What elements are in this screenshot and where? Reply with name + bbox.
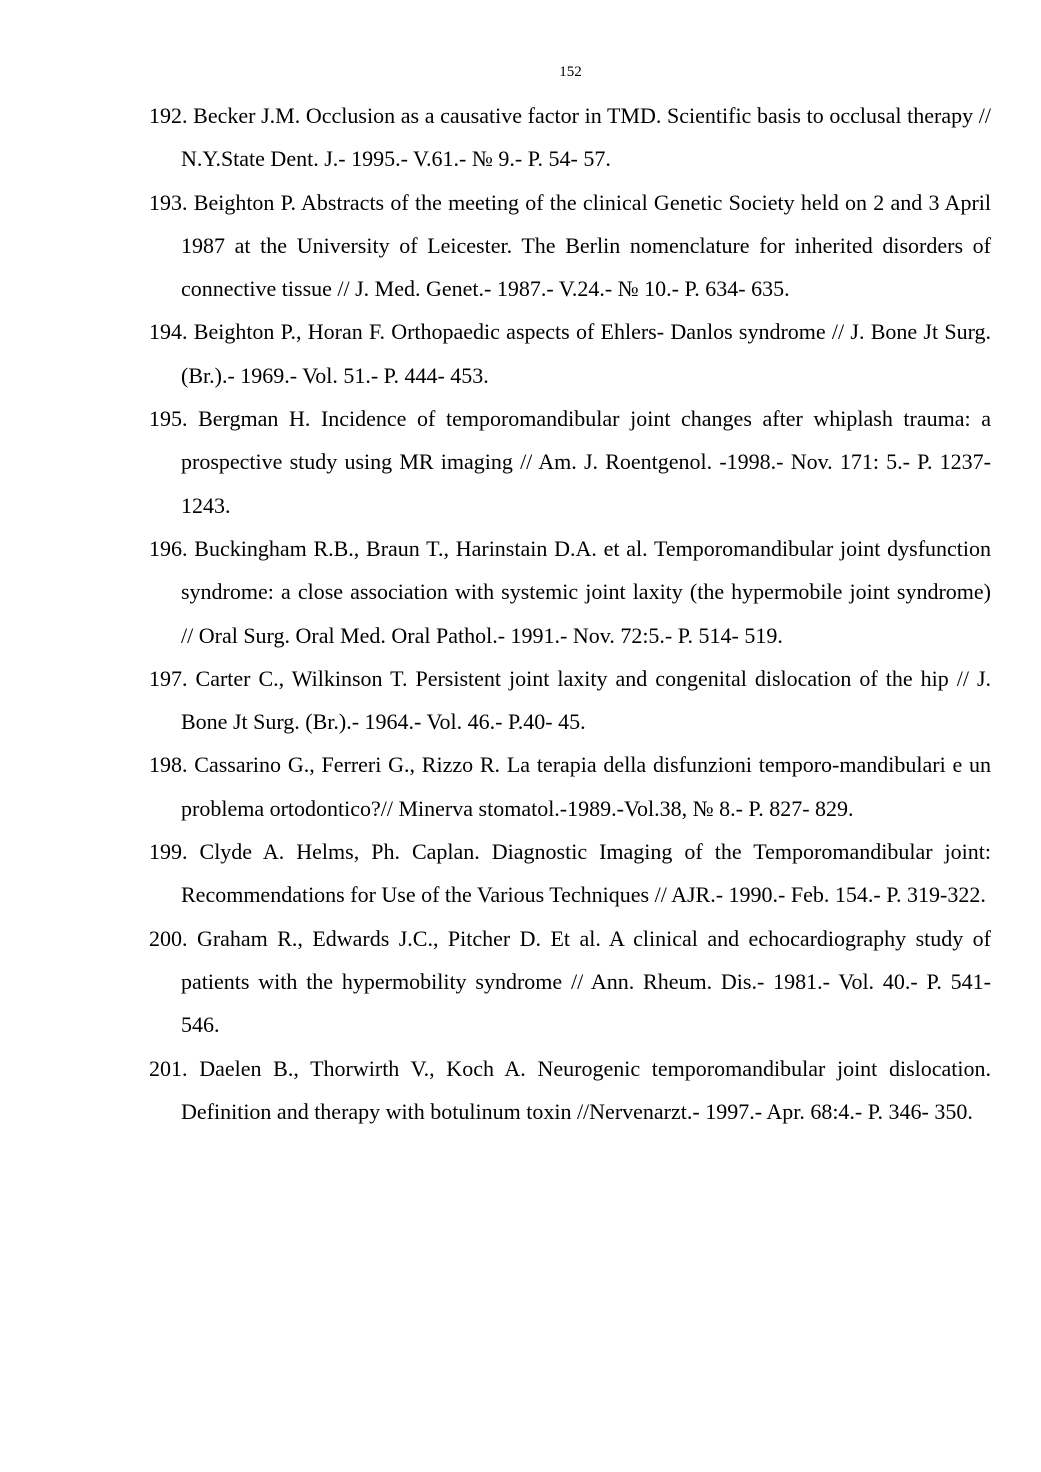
reference-text: Clyde A. Helms, Ph. Caplan. Diagnostic Imaging of the Temporomandibular joint: Recommendations for Use of the Various Techniques // AJR.- 1990.- Feb. 154.- P. 319-322. (181, 839, 991, 908)
reference-text: Graham R., Edwards J.C., Pitcher D. Et al. A clinical and echocardiography study of patients with the hypermobility syndrome // Ann. Rheum. Dis.- 1981.- Vol. 40.- P. 541- 546. (181, 925, 991, 1038)
reference-text: Beighton P. Abstracts of the meeting of the clinical Genetic Society held on 2 and 3 April 1987 at the University of Leicester. The Berlin nomenclature for inherited disorders of connective tissue // J. Med. Genet.- 1987.- V.24.- № 10.- P. 634- 635. (181, 189, 991, 302)
reference-number: 192. (149, 103, 188, 128)
reference-item (149, 181, 991, 311)
reference-number: 196. (149, 535, 188, 561)
reference-item (149, 657, 991, 744)
reference-number: 199. (149, 839, 188, 865)
reference-number: 197. (149, 665, 188, 691)
page-number: 152 (559, 64, 582, 80)
reference-text: Bergman H. Incidence of temporomandibular joint changes after whiplash trauma: a prospective study using MR imaging // Am. J. Roentgenol. -1998.- Nov. 171: 5.- P. 1237- 1243. (181, 406, 991, 518)
reference-item (149, 743, 991, 830)
reference-item (149, 830, 991, 917)
reference-number: 200. (149, 925, 188, 951)
reference-text: Cassarino G., Ferreri G., Rizzo R. La terapia della disfunzioni temporo-mandibulari e un problema ortodontico?// Minerva stomatol.-1989.-Vol.38, № 8.- P. 827- 829. (181, 752, 991, 821)
reference-item (149, 310, 991, 397)
reference-number: 198. (149, 752, 188, 778)
reference-number: 194. (149, 319, 188, 345)
reference-text: Buckingham R.B., Braun T., Harinstain D.A. et al. Temporomandibular joint dysfunction syndrome: a close association with systemic joint laxity (the hypermobile joint syndrome) // Oral Surg. Oral Med. Oral Pathol.- 1991.- Nov. 72:5.- P. 514- 519. (181, 535, 992, 648)
reference-number: 201. (149, 1055, 188, 1081)
reference-number: 193. (149, 189, 188, 215)
reference-text: Becker J.M. Occlusion as a causative factor in TMD. Scientific basis to occlusal therapy // N.Y.State Dent. J.- 1995.- V.61.- № 9.- P. 54- 57. (181, 103, 991, 172)
reference-text: Daelen B., Thorwirth V., Koch A. Neurogenic temporomandibular joint dislocation. Definition and therapy with botulinum toxin //Nervenarzt.- 1997.- Apr. 68:4.- P. 346- 350. (181, 1055, 992, 1124)
reference-item (149, 397, 991, 527)
reference-number: 195. (149, 406, 188, 432)
reference-item (149, 527, 991, 657)
reference-text: Carter C., Wilkinson T. Persistent joint laxity and congenital dislocation of the hip // J. Bone Jt Surg. (Br.).- 1964.- Vol. 46.- P.40- 45. (181, 665, 992, 735)
reference-item (149, 94, 991, 181)
reference-text: Beighton P., Horan F. Orthopaedic aspects of Ehlers- Danlos syndrome // J. Bone Jt Surg. (Br.).- 1969.- Vol. 51.- P. 444- 453. (181, 319, 992, 388)
reference-item (149, 1047, 991, 1134)
reference-list (149, 94, 991, 1133)
reference-item (149, 917, 991, 1047)
